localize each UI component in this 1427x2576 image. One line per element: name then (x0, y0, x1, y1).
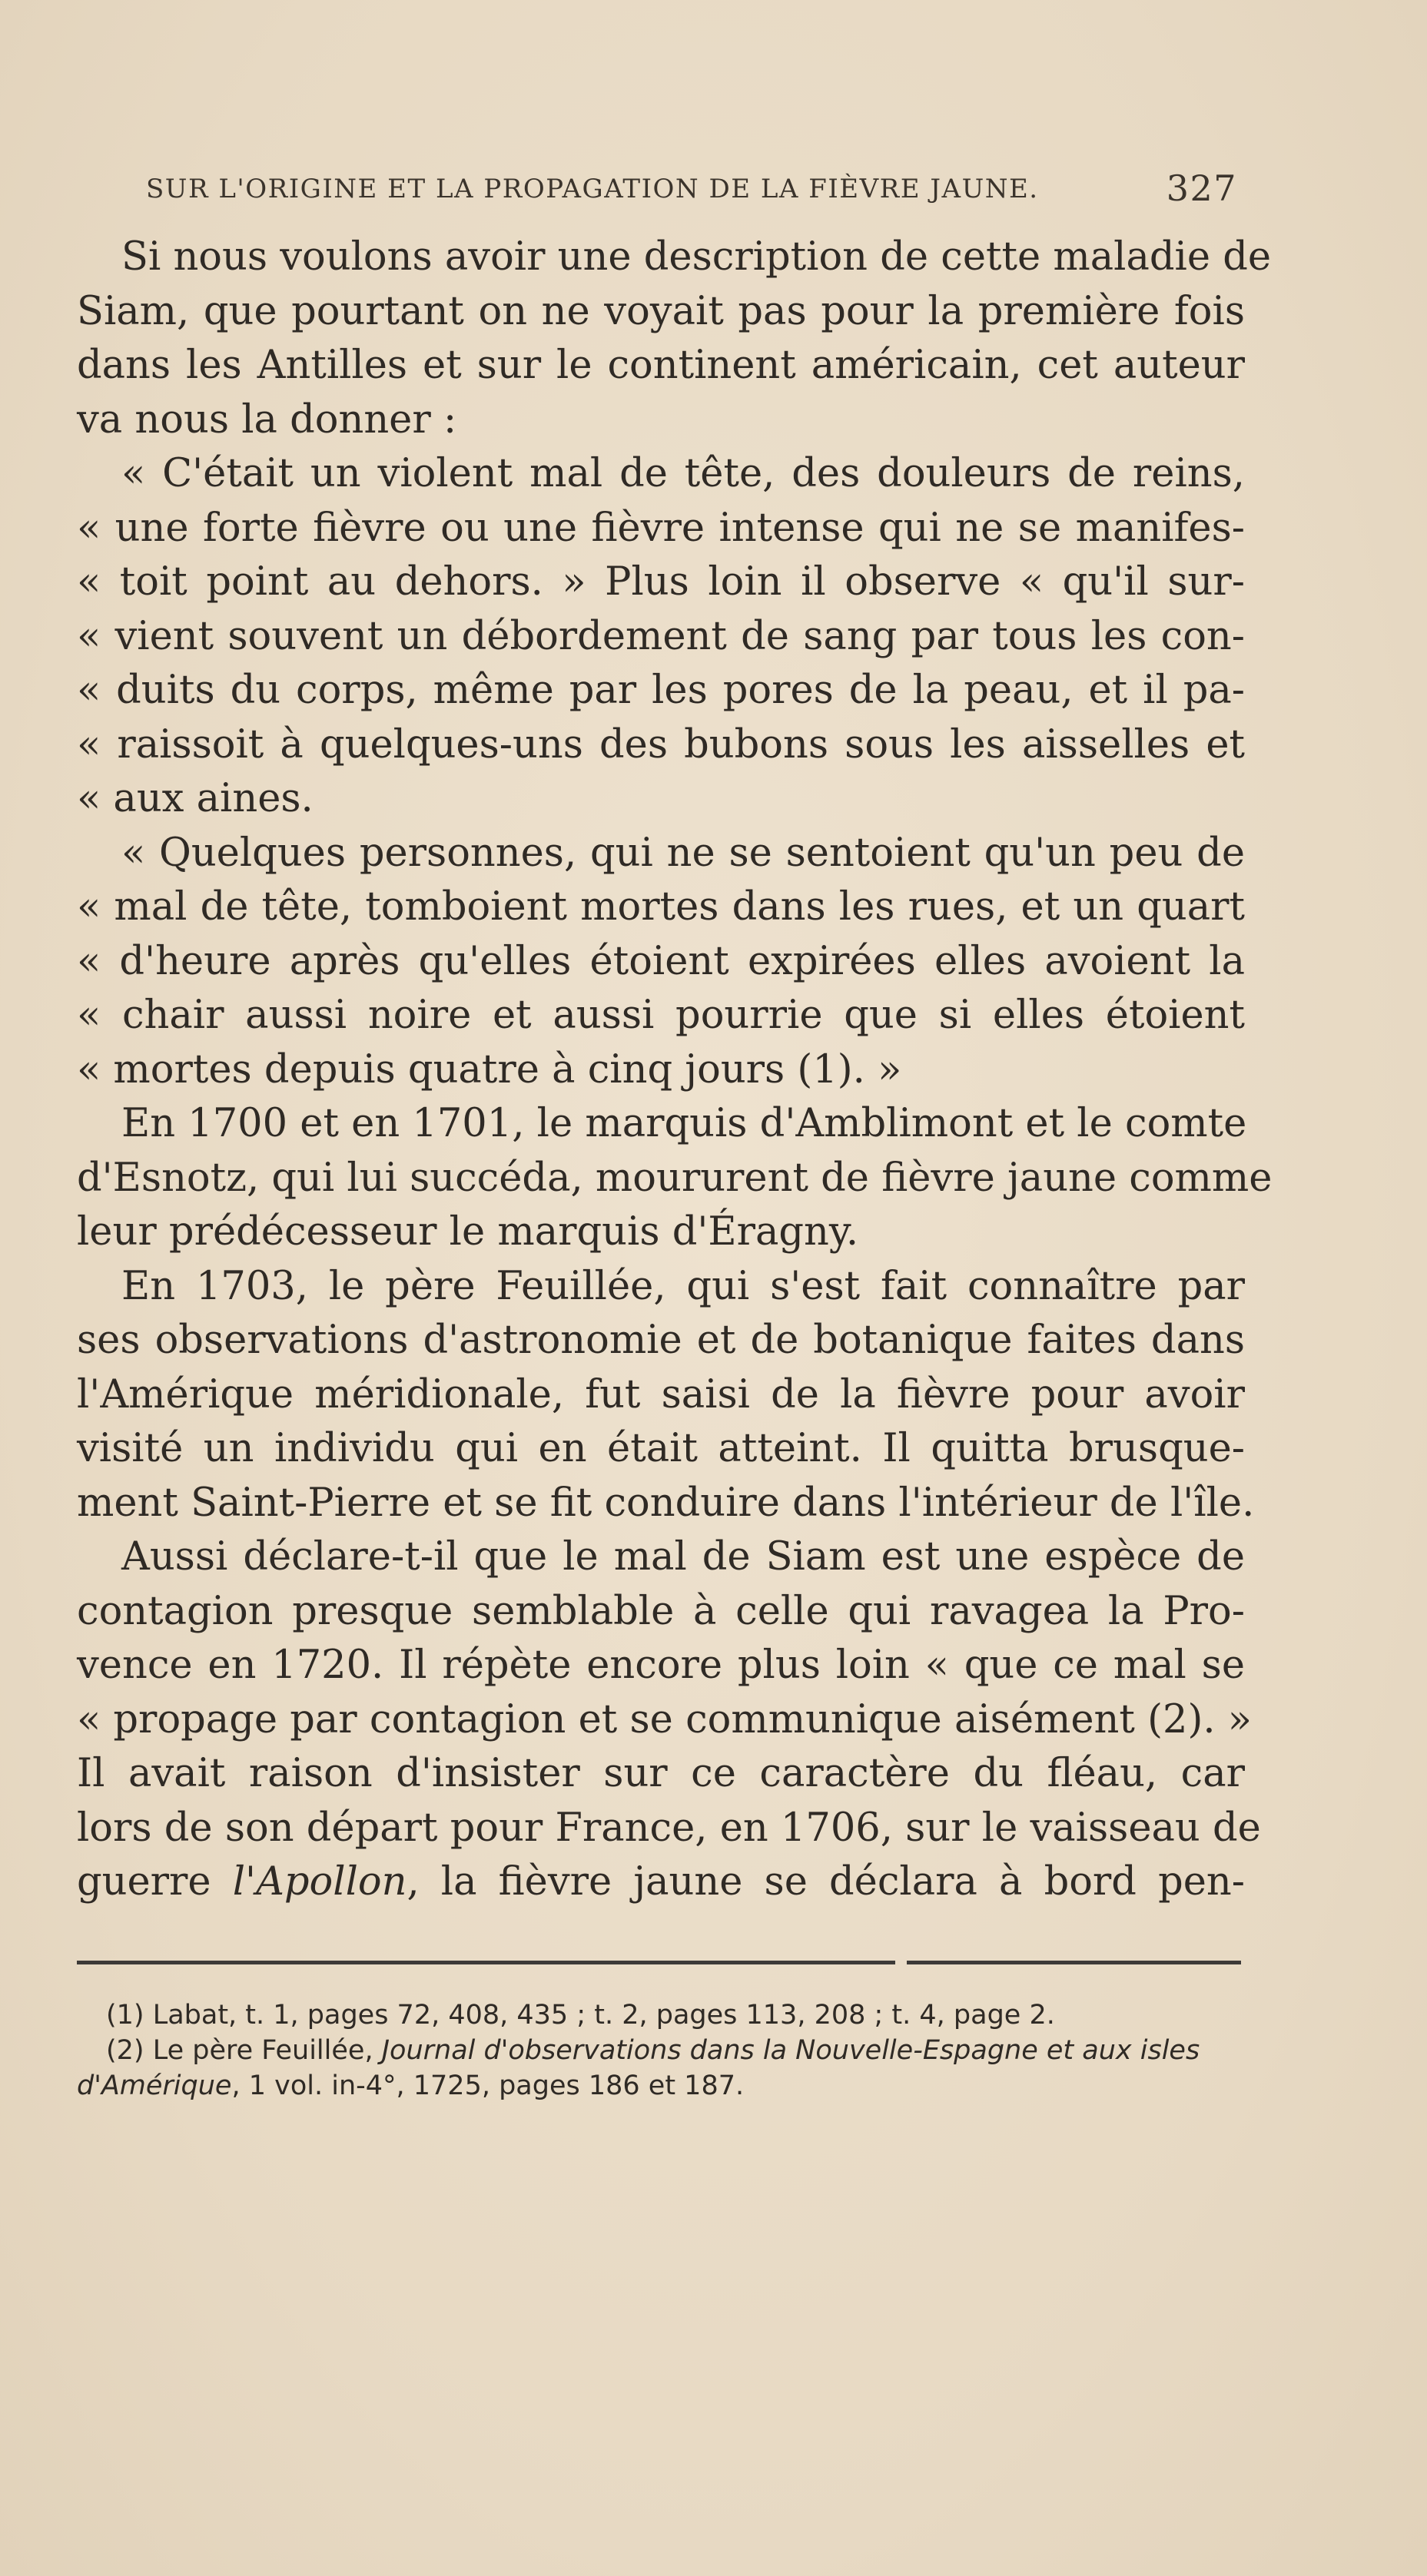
text-line: l'Amérique méridionale, fut saisi de la fièvre pour avoir (77, 1371, 1245, 1417)
text-line (77, 1855, 1245, 1910)
body-text (77, 230, 1273, 1910)
text-line: « C'était un violent mal de tête, des douleurs de reins, (121, 451, 1245, 496)
text-line: « chair aussi noire et aussi pourrie que si elles étoient (77, 993, 1245, 1038)
footnote-2 (77, 2033, 1245, 2068)
text-line: ment Saint-Pierre et se fit conduire dans l'intérieur de l'île. (77, 1480, 1255, 1526)
text-line: « aux aines. (77, 776, 314, 821)
text-line: leur prédécesseur le marquis d'Éragny. (77, 1209, 859, 1255)
text-line: « une forte fièvre ou une fièvre intense qui ne se manifes- (77, 505, 1245, 551)
italic-title: l'Apollon (232, 1859, 407, 1905)
text-line: contagion presque semblable à celle qui ravagea la Pro- (77, 1588, 1245, 1634)
text-line: ses observations d'astronomie et de botanique faites dans (77, 1318, 1245, 1363)
text-segment: guerre (77, 1859, 233, 1905)
text-line: lors de son départ pour France, en 1706, sur le vaisseau de (77, 1805, 1261, 1851)
footnotes (77, 1997, 1245, 2104)
footnote-1: (1) Labat, t. 1, pages 72, 408, 435 ; t. 2, pages 113, 208 ; t. 4, page 2. (106, 2000, 1055, 2031)
text-segment: , la fièvre jaune se déclara à bord pen- (407, 1859, 1245, 1905)
text-line: visité un individu qui en était atteint. Il quitta brusque- (77, 1426, 1245, 1471)
footnote-text: (2) Le père Feuillée, (106, 2035, 382, 2066)
text-line: « vient souvent un débordement de sang par tous les con- (77, 613, 1245, 659)
separator-rule (907, 1961, 1241, 1964)
text-line: En 1703, le père Feuillée, qui s'est fait connaître par (121, 1263, 1245, 1309)
footnote-separator (77, 1961, 1241, 1968)
footnote-text: , 1 vol. in-4°, 1725, pages 186 et 187. (231, 2070, 745, 2101)
running-head (146, 167, 1237, 214)
text-line: vence en 1720. Il répète encore plus loin « que ce mal se (77, 1643, 1245, 1688)
footnote-2-continued (77, 2068, 1245, 2104)
text-line: Si nous voulons avoir une description de cette maladie de (121, 234, 1272, 280)
running-title: SUR L'ORIGINE ET LA PROPAGATION DE LA FIÈVRE JAUNE. (146, 174, 1039, 204)
text-line: « mortes depuis quatre à cinq jours (1). » (77, 1046, 902, 1092)
text-line: Siam, que pourtant on ne voyait pas pour la première fois (77, 288, 1245, 334)
text-line: va nous la donner : (77, 396, 457, 443)
text-line: « mal de tête, tomboient mortes dans les rues, et un quart (77, 884, 1245, 930)
text-line: dans les Antilles et sur le continent américain, cet auteur (77, 343, 1245, 388)
text-line: « propage par contagion et se communique aisément (2). » (77, 1696, 1252, 1742)
footnote-italic: Journal d'observations dans la Nouvelle-Espagne et aux isles (381, 2035, 1200, 2066)
text-line: « raissoit à quelques-uns des bubons sous les aisselles et (77, 721, 1245, 767)
text-line: « duits du corps, même par les pores de la peau, et il pa- (77, 668, 1245, 713)
text-line: Il avait raison d'insister sur ce caractère du fléau, car (77, 1751, 1245, 1796)
footnote-italic: d'Amérique (77, 2070, 232, 2101)
text-line: « d'heure après qu'elles étoient expirées elles avoient la (77, 938, 1245, 984)
page-number: 327 (1166, 167, 1237, 209)
separator-rule (77, 1961, 895, 1964)
text-line: « toit point au dehors. » Plus loin il observe « qu'il sur- (77, 559, 1245, 605)
text-line: « Quelques personnes, qui ne se sentoient qu'un peu de (121, 830, 1245, 876)
text-line: En 1700 et en 1701, le marquis d'Amblimont et le comte (121, 1101, 1247, 1146)
text-line: d'Esnotz, qui lui succéda, moururent de fièvre jaune comme (77, 1155, 1273, 1201)
text-line: Aussi déclare-t-il que le mal de Siam est une espèce de (121, 1534, 1245, 1580)
